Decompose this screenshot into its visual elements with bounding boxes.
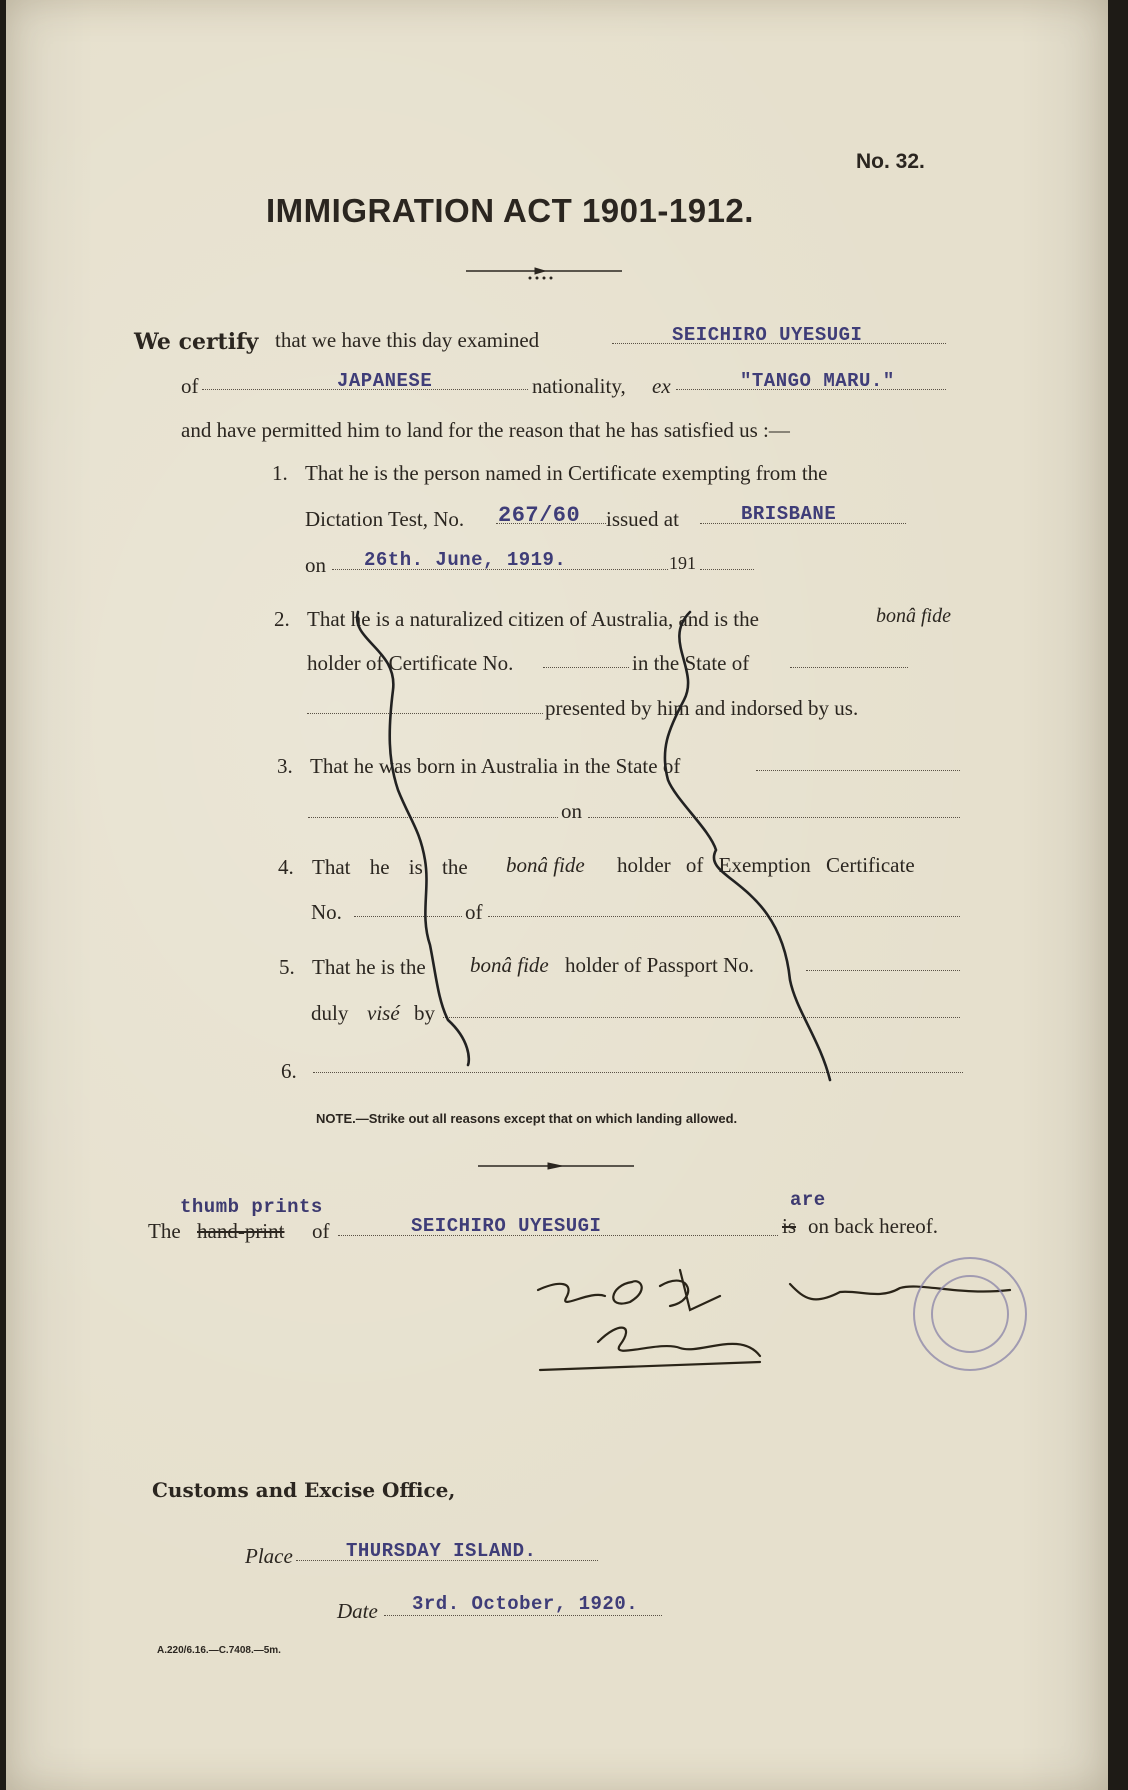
- reason-6-number: 6.: [281, 1059, 297, 1083]
- reason-1-text: That he is the person named in Certificate exempting from the: [305, 461, 828, 485]
- reason-1-number: 1.: [272, 461, 288, 485]
- reason-3-text: That he was born in Australia in the State of: [310, 754, 681, 778]
- reason-4-no: No.: [311, 900, 342, 924]
- place-value: THURSDAY ISLAND.: [346, 1540, 537, 1562]
- reason-3-number: 3.: [277, 754, 293, 778]
- are-insert: are: [790, 1189, 826, 1211]
- bona-fide: bonâ fide: [470, 953, 549, 977]
- office-label: Customs and Excise Office,: [152, 1478, 456, 1502]
- of-label: of: [181, 374, 199, 398]
- date-label: Date: [337, 1599, 378, 1623]
- certify-text: that we have this day examined: [275, 328, 540, 352]
- issued-at: BRISBANE: [741, 503, 837, 525]
- page-title: IMMIGRATION ACT 1901-1912.: [266, 192, 754, 229]
- reason-2-text: That he is a naturalized citizen of Australia, and is the: [307, 607, 759, 631]
- reason-2-presented: presented by him and indorsed by us.: [545, 696, 859, 720]
- exemption-date: 26th. June, 1919.: [364, 549, 567, 571]
- examined-name: SEICHIRO UYESUGI: [672, 324, 863, 346]
- bona-fide: bonâ fide: [876, 605, 951, 627]
- permitted-text: and have permitted him to land for the reason that he has satisfied us :—: [181, 418, 790, 442]
- prints-of-label: of: [312, 1219, 330, 1243]
- reason-5-by: by: [414, 1001, 435, 1025]
- place-label: Place: [245, 1544, 293, 1568]
- bona-fide: bonâ fide: [506, 853, 585, 877]
- reason-5-duly: duly: [311, 1001, 349, 1025]
- on-back-text: on back hereof.: [808, 1214, 939, 1238]
- nationality-label: nationality,: [532, 374, 626, 398]
- form-number: No. 32.: [856, 150, 925, 173]
- reason-4-text: That he is the: [312, 855, 468, 879]
- year-prefix: 191: [669, 553, 696, 573]
- thumb-prints-insert: thumb prints: [180, 1196, 323, 1218]
- title-ornament: [466, 268, 622, 279]
- certificate-number: 267/60: [498, 503, 581, 528]
- reason-3-on: on: [561, 799, 582, 823]
- customs-stamp: [914, 1258, 1026, 1370]
- reason-4-holder: holder of Exemption Certificate: [617, 853, 915, 877]
- ship-name: "TANGO MARU.": [740, 370, 895, 392]
- strike-out-lines: [357, 612, 830, 1080]
- reason-5-number: 5.: [279, 955, 295, 979]
- dictation-label: Dictation Test, No.: [305, 507, 465, 531]
- reason-2-holder: holder of Certificate No.: [307, 651, 514, 675]
- on-label: on: [305, 553, 326, 577]
- reason-5-holder: holder of Passport No.: [565, 953, 754, 977]
- print-code: A.220/6.16.—C.7408.—5m.: [157, 1645, 281, 1656]
- official-signature: [538, 1270, 1010, 1370]
- certify-lead: We certify: [134, 329, 259, 355]
- reason-4-of: of: [465, 900, 483, 924]
- hand-print-struck: hand-print: [197, 1219, 285, 1243]
- nationality-value: JAPANESE: [337, 370, 433, 392]
- section-divider: [478, 1163, 634, 1169]
- prints-name: SEICHIRO UYESUGI: [411, 1215, 602, 1237]
- ex-label: ex: [652, 374, 671, 398]
- the-label: The: [148, 1219, 181, 1243]
- reason-5-vise: visé: [367, 1001, 400, 1025]
- reason-4-number: 4.: [278, 855, 294, 879]
- reason-2-number: 2.: [274, 607, 290, 631]
- note-text: NOTE.—Strike out all reasons except that on which landing allowed.: [316, 1111, 738, 1126]
- is-struck: is: [782, 1214, 797, 1238]
- reason-5-text: That he is the: [312, 955, 426, 979]
- reason-2-state: in the State of: [632, 651, 750, 675]
- issued-label: issued at: [606, 507, 679, 531]
- date-value: 3rd. October, 1920.: [412, 1593, 639, 1615]
